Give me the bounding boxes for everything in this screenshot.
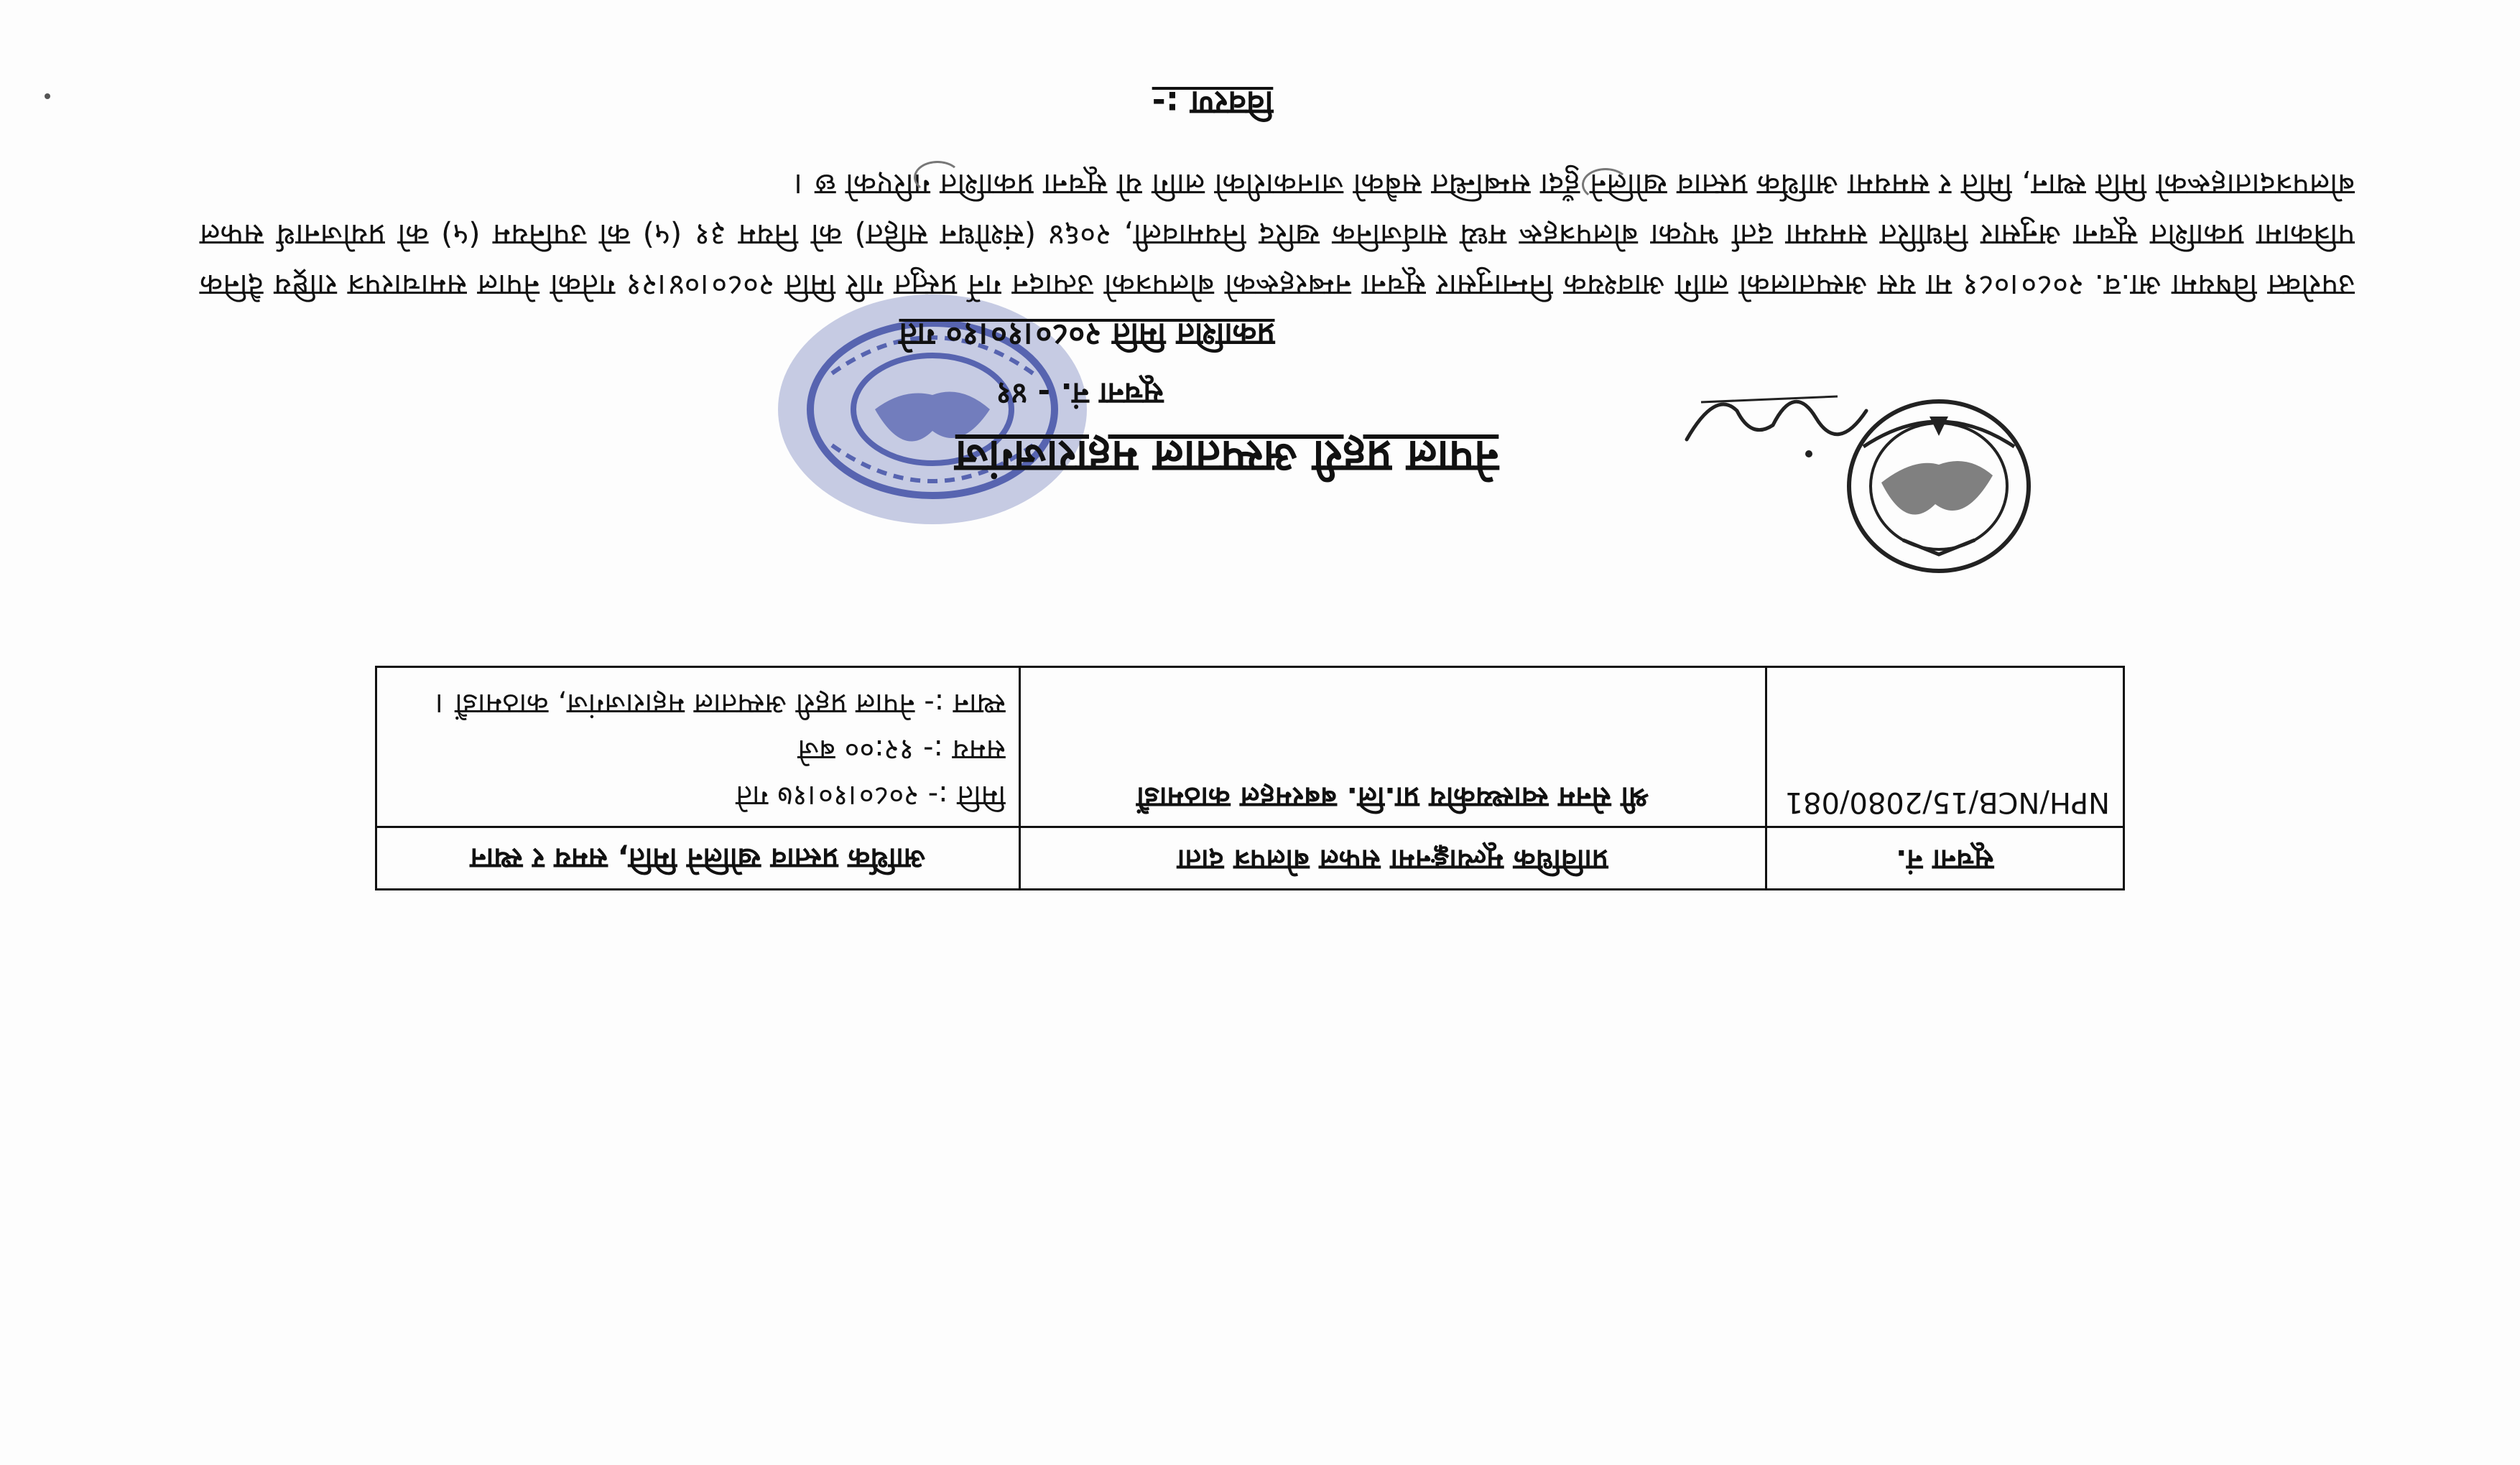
organization-title: नेपाल प्रहरी अस्पताल महाराजगंज: [955, 431, 1499, 483]
cell-opening-details: [376, 667, 1020, 827]
column-header-bidder: प्राविधिक मूल्याङ्कनमा सफल बोलपत्र दाता: [1019, 827, 1766, 890]
table-row: [376, 667, 2124, 827]
opening-time: समय :- १२:०० बजे: [797, 733, 1006, 766]
details-heading: विवरण :-: [1152, 84, 1274, 123]
opening-date: मिति :- २०८०।१०।१७ गते: [736, 779, 1006, 812]
punch-hole-mark: [914, 161, 961, 194]
bid-opening-table: [375, 666, 2125, 890]
table-header-row: [376, 827, 2124, 890]
punch-hole-mark: [1582, 168, 1629, 201]
cell-bidder-name: श्री सेनम स्वास्थ्यकीय प्रा.लि. बबरमहल काठमाडौं: [1019, 667, 1766, 827]
signature-icon: [1658, 375, 1881, 483]
scan-dot-mark: [45, 93, 50, 99]
notice-number: सूचना नं. - ४१: [996, 376, 1164, 411]
opening-place: स्थान :- नेपाल प्रहरी अस्पताल महाराजगंज, काठमाडौं ।: [435, 687, 1006, 720]
column-header-notice-no: सूचना नं.: [1766, 827, 2123, 890]
published-date: प्रकाशित मिति २०८०।१०।१० गते: [899, 316, 1275, 353]
notice-body-paragraph: उपरोक्त विषयमा आ.व. २०८०।०८१ मा यस अस्पतालको लागि आवश्यक निम्नानुसार सूचना नम्बरहरूको बोलपत्रको उत्पादन गर्ने प्रस्तुत गरि मिति २०८०।०४।२१ गतेको नेपाल समाचारपत्र राष्ट्रिय दैनिक पत्रिकामा प्रकाशित सूचना अनुसार निर्धारित समयमा दर्ता भएका बोलपत्रहरू मध्ये सार्वजनिक खरिद नियमावली, २०६४ (संशोधन सहित) को नियम ३१ (५) को उपनियम (५) को प्रयोजनार्थ सफल बोलपत्रदाताहरूको मिति स्थान, मिति र समयमा आर्थिक प्रस्ताव खोलिने हुँदा सम्बन्धित सबैको जानकारीको लागि यो सूचना प्रकाशित गरिएको छ ।: [200, 167, 2355, 303]
cell-notice-code: NPH/NCB/15/2080/081: [1766, 667, 2123, 827]
column-header-opening-details: आर्थिक प्रस्ताव खोलिने मिति, समय र स्थान: [376, 827, 1020, 890]
